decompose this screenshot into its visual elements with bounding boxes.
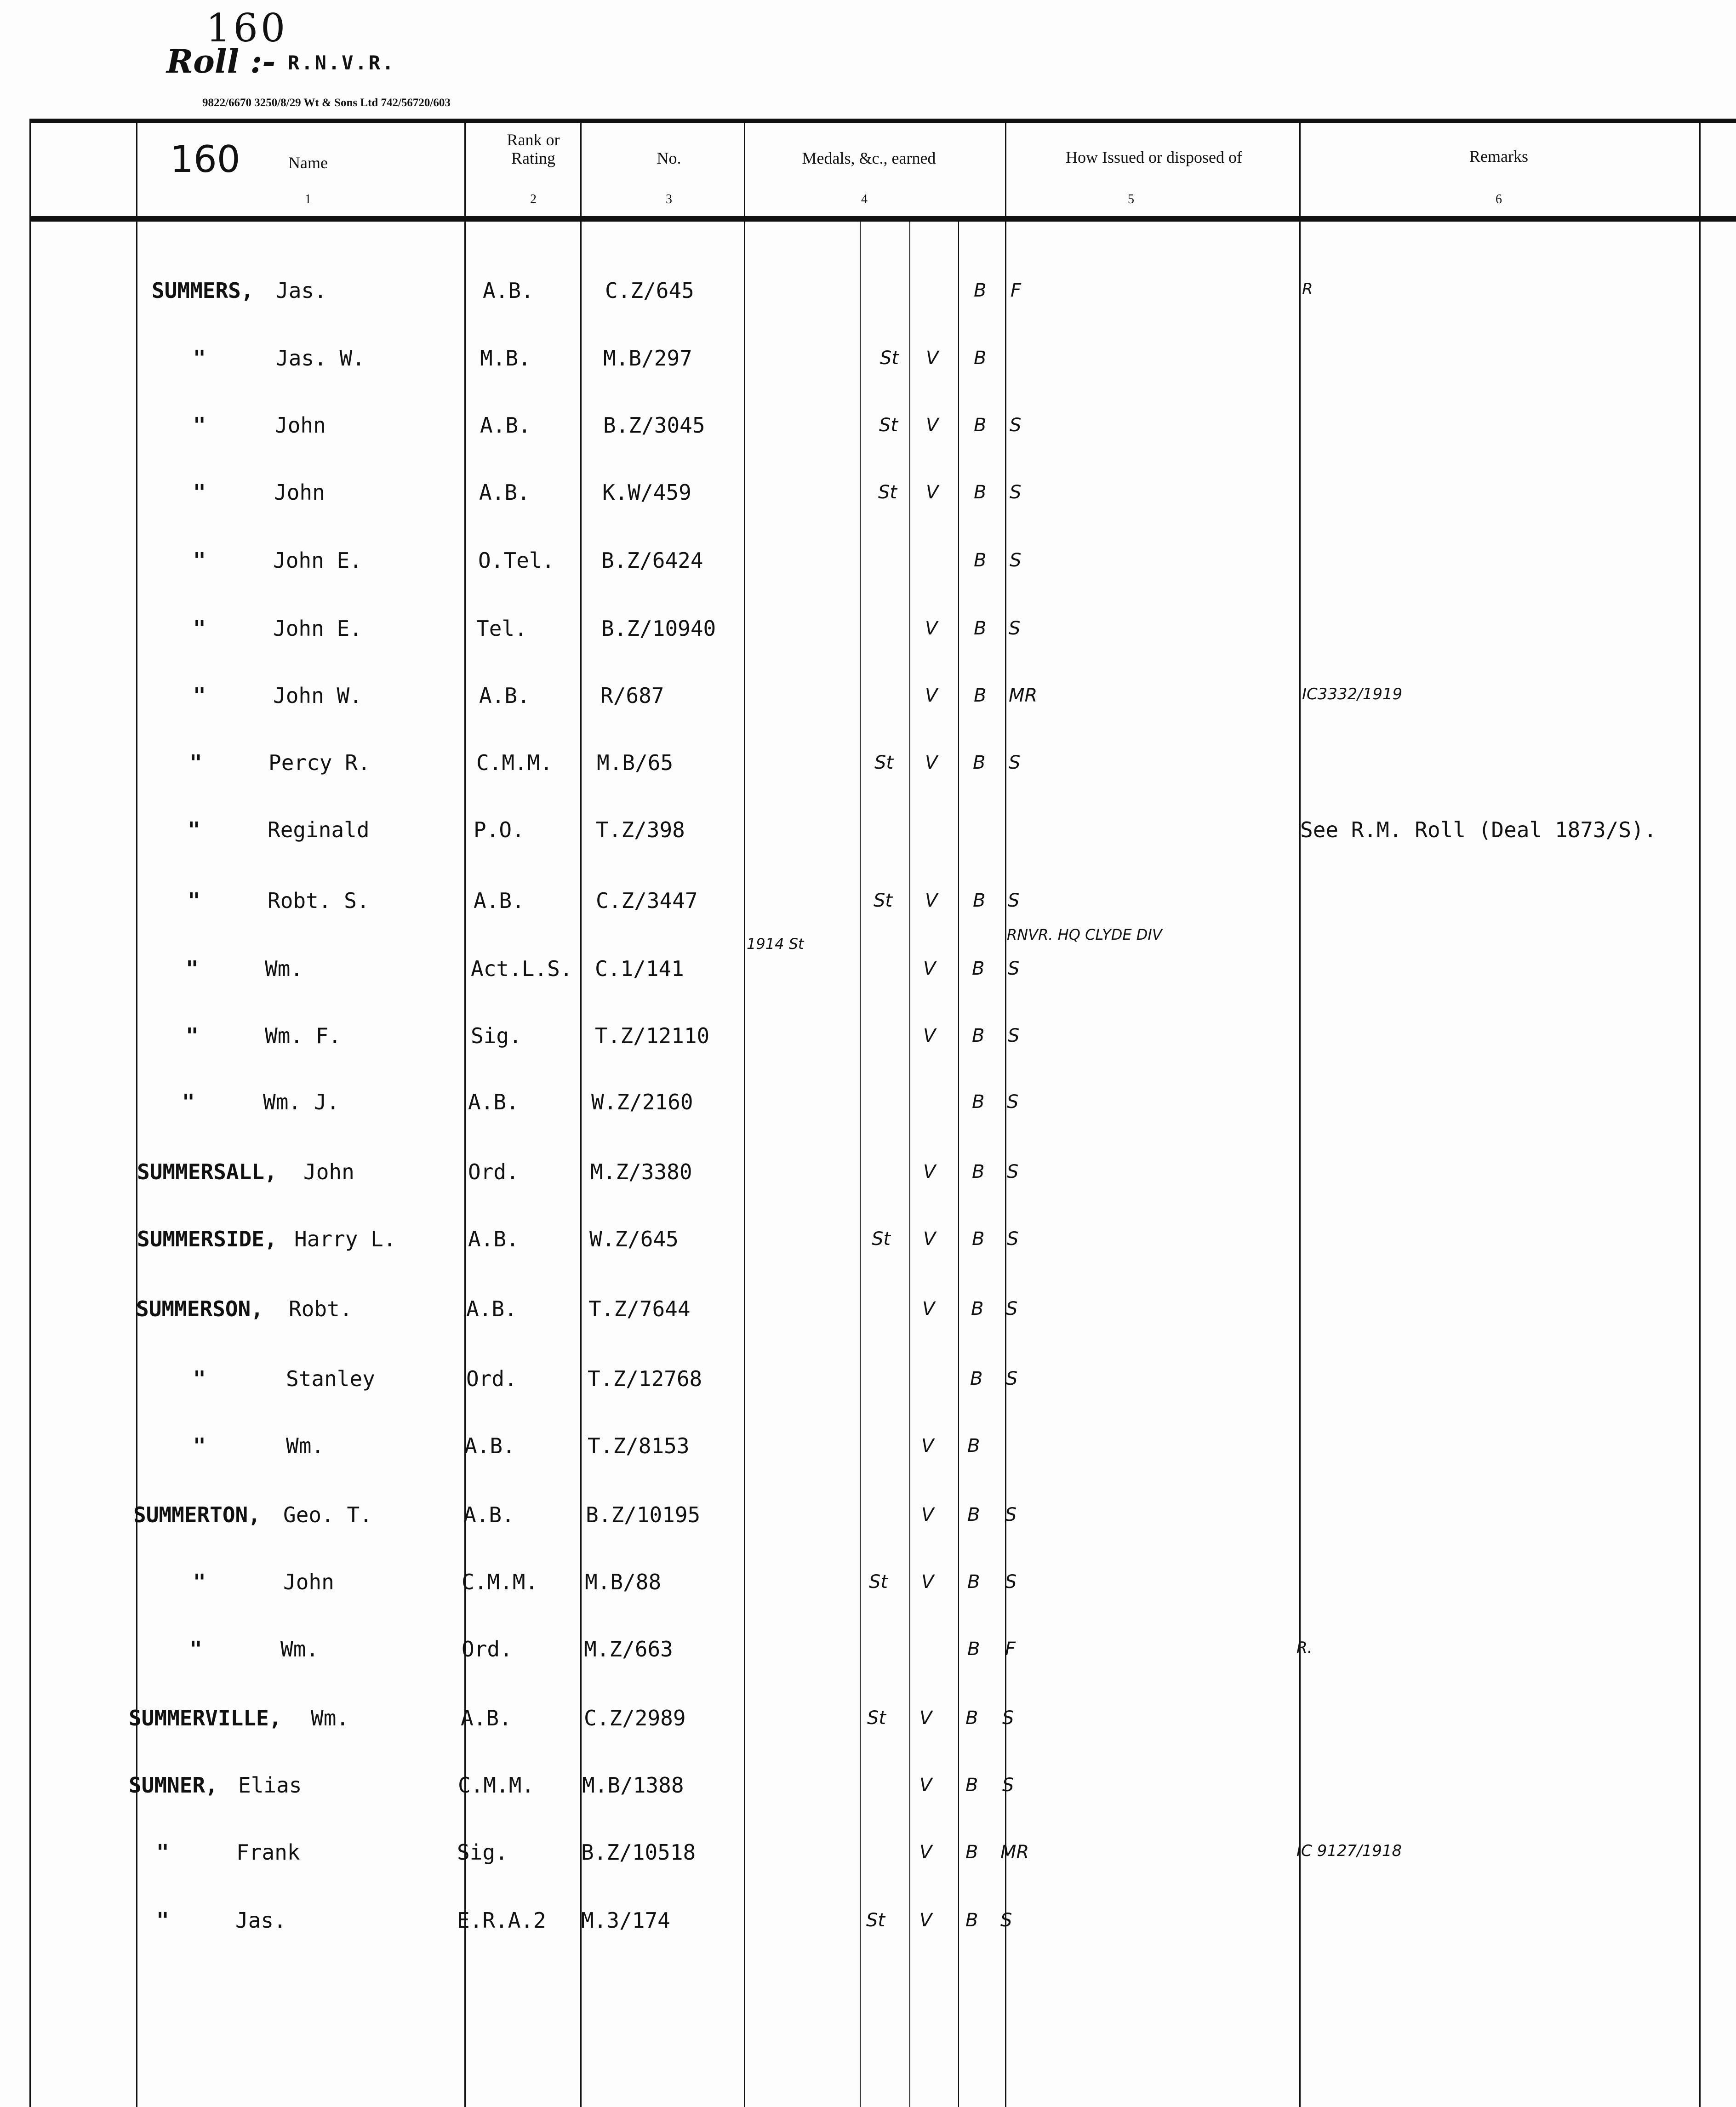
row-issue-mark: S: [1008, 958, 1020, 979]
row-issue-mark: S: [1007, 1091, 1019, 1113]
row-issue-mark: S: [1006, 1298, 1018, 1319]
row-given-name: Geo. T.: [283, 1502, 372, 1527]
row-service-number: C.Z/3447: [596, 888, 698, 913]
roll-value: R.N.V.R.: [288, 51, 396, 74]
row-surname: SUMMERSON,: [136, 1296, 263, 1321]
row-medal-victory: V: [926, 415, 939, 436]
row-given-name: John: [275, 413, 326, 438]
row-rank: A.B.: [474, 888, 525, 913]
row-rank: Ord.: [468, 1159, 519, 1184]
row-medal-british: B: [974, 482, 987, 503]
row-service-number: M.3/174: [581, 1908, 670, 1933]
row-service-number: W.Z/645: [589, 1227, 679, 1251]
row-given-name: Robt.: [289, 1296, 353, 1321]
table-row: [0, 346, 1736, 373]
note-clyde-division: RNVR. HQ CLYDE DIV: [1007, 926, 1162, 943]
row-surname: ": [193, 480, 206, 505]
row-service-number: T.Z/7644: [588, 1296, 691, 1321]
table-row: [0, 413, 1736, 440]
row-service-number: B.Z/10940: [601, 616, 716, 641]
table-row: [0, 1908, 1736, 1936]
row-issue-mark: S: [1009, 752, 1021, 773]
row-given-name: Wm. J.: [263, 1090, 340, 1114]
row-medal-victory: V: [925, 685, 938, 706]
row-medal-british: B: [965, 1775, 978, 1796]
table-row: [0, 1706, 1736, 1733]
table-row: [0, 817, 1736, 845]
row-medal-victory: V: [921, 1435, 934, 1456]
row-medal-british: B: [965, 1910, 978, 1931]
row-given-name: John: [303, 1159, 354, 1184]
row-service-number: M.B/88: [585, 1570, 662, 1594]
row-rank: Ord.: [462, 1637, 513, 1662]
row-medal-victory: V: [919, 1910, 932, 1931]
row-remarks: R.: [1296, 1639, 1313, 1657]
row-given-name: Wm.: [286, 1433, 325, 1458]
header-medals-num: 4: [861, 192, 868, 206]
row-issue-mark: S: [1010, 482, 1022, 503]
row-medal-victory: V: [921, 1504, 934, 1525]
row-service-number: B.Z/3045: [603, 413, 705, 438]
row-rank: C.M.M.: [476, 750, 553, 775]
row-medal-star: St: [874, 890, 893, 911]
row-medal-british: B: [967, 1435, 980, 1456]
table-row: [0, 1773, 1736, 1800]
row-surname: ": [193, 616, 206, 641]
table-row: [0, 1570, 1736, 1597]
header-name: Name: [288, 154, 328, 172]
row-rank: A.B.: [468, 1090, 519, 1114]
row-medal-victory: V: [923, 958, 936, 979]
row-service-number: M.Z/3380: [590, 1159, 692, 1184]
roll-label: Roll :-: [166, 42, 276, 80]
row-issue-mark: S: [1005, 1504, 1017, 1525]
table-row: [0, 1023, 1736, 1051]
row-issue-mark: S: [1005, 1571, 1017, 1593]
row-remarks: R: [1302, 280, 1313, 298]
row-rank: Sig.: [457, 1840, 508, 1865]
row-medal-victory: V: [925, 752, 938, 773]
row-surname: ": [193, 683, 206, 708]
row-surname: ": [193, 346, 206, 371]
row-medal-star: St: [869, 1571, 888, 1593]
row-issue-mark: MR: [1009, 685, 1038, 706]
table-row: [0, 1090, 1736, 1117]
row-rank: C.M.M.: [462, 1570, 538, 1594]
row-service-number: T.Z/12768: [588, 1366, 702, 1391]
row-service-number: M.B/1388: [582, 1773, 684, 1798]
header-page-number: 160: [170, 138, 240, 181]
row-given-name: Robt. S.: [268, 888, 370, 913]
header-rank-num: 2: [530, 192, 537, 206]
row-given-name: Jas.: [235, 1908, 286, 1933]
row-remarks: IC 9127/1918: [1296, 1842, 1402, 1860]
table-row: [0, 1296, 1736, 1324]
row-rank: A.B.: [466, 1296, 517, 1321]
row-service-number: R/687: [600, 683, 664, 708]
header-issued-num: 5: [1128, 192, 1134, 206]
row-surname: SUMMERVILLE,: [129, 1706, 282, 1730]
row-issue-mark: F: [1011, 280, 1022, 301]
header-rank: Rank or Rating: [507, 131, 560, 167]
row-rank: Act.L.S.: [471, 956, 573, 981]
row-surname: SUMMERSIDE,: [137, 1227, 277, 1251]
table-row: [0, 548, 1736, 576]
row-surname: SUMMERSALL,: [137, 1159, 277, 1184]
row-given-name: John: [274, 480, 325, 505]
row-issue-mark: S: [1008, 1025, 1020, 1046]
table-row: [0, 1502, 1736, 1530]
row-medal-star: St: [878, 482, 897, 503]
row-rank: P.O.: [474, 817, 525, 842]
row-rank: A.B.: [463, 1502, 514, 1527]
row-medal-victory: V: [919, 1707, 932, 1729]
row-medal-british: B: [973, 752, 986, 773]
row-issue-mark: S: [1010, 550, 1022, 571]
row-given-name: Wm.: [280, 1637, 319, 1662]
row-rank: A.B.: [479, 480, 530, 505]
row-issue-mark: F: [1005, 1639, 1016, 1660]
row-medal-british: B: [972, 1025, 985, 1046]
row-rank: Tel.: [476, 616, 527, 641]
row-given-name: Elias: [238, 1773, 302, 1798]
row-issue-mark: S: [1000, 1910, 1012, 1931]
table-row: [0, 1637, 1736, 1664]
row-medal-british: B: [974, 348, 987, 369]
row-surname: SUMMERTON,: [133, 1502, 261, 1527]
row-medal-british: B: [973, 890, 986, 911]
row-issue-mark: S: [1009, 618, 1021, 639]
row-medal-british: B: [972, 1091, 985, 1113]
row-service-number: M.B/65: [597, 750, 674, 775]
row-service-number: T.Z/398: [596, 817, 685, 842]
row-rank: C.M.M.: [458, 1773, 535, 1798]
header-no: No.: [657, 149, 681, 167]
row-issue-mark: S: [1008, 890, 1020, 911]
row-rank: O.Tel.: [478, 548, 555, 573]
row-given-name: John W.: [273, 683, 362, 708]
row-issue-mark: S: [1010, 415, 1022, 436]
row-medal-british: B: [974, 618, 987, 639]
table-row: [0, 1227, 1736, 1254]
row-remarks: IC3332/1919: [1302, 685, 1403, 703]
row-medal-star: St: [874, 752, 894, 773]
row-medal-british: B: [972, 1228, 985, 1250]
row-medal-british: B: [965, 1707, 978, 1729]
row-rank: A.B.: [480, 413, 531, 438]
row-medal-british: B: [967, 1571, 980, 1593]
row-medal-victory: V: [919, 1775, 932, 1796]
row-given-name: John E.: [273, 616, 362, 641]
row-service-number: C.1/141: [595, 956, 684, 981]
row-surname: ": [188, 817, 200, 842]
row-medal-british: B: [974, 280, 987, 301]
row-medal-victory: V: [925, 618, 938, 639]
row-issue-mark: MR: [1000, 1842, 1029, 1863]
row-service-number: C.Z/2989: [584, 1706, 686, 1730]
row-medal-british: B: [965, 1842, 978, 1863]
row-given-name: Frank: [236, 1840, 300, 1865]
row-issue-mark: S: [1002, 1775, 1014, 1796]
row-surname: ": [156, 1908, 169, 1933]
row-surname: ": [189, 750, 202, 775]
row-given-name: John: [283, 1570, 334, 1594]
row-given-name: Wm. F.: [265, 1023, 342, 1048]
print-code: 9822/6670 3250/8/29 Wt & Sons Ltd 742/56720/603: [202, 97, 451, 109]
table-row: [0, 1366, 1736, 1394]
table-row: [0, 683, 1736, 711]
row-surname: ": [189, 1637, 202, 1662]
row-medal-star: St: [867, 1707, 886, 1729]
row-medal-victory: V: [926, 482, 939, 503]
table-row: [0, 888, 1736, 916]
row-rank: E.R.A.2: [457, 1908, 546, 1933]
row-surname: ": [193, 1366, 206, 1391]
row-service-number: B.Z/10195: [586, 1502, 701, 1527]
row-given-name: John E.: [273, 548, 362, 573]
row-medal-british: B: [970, 1368, 983, 1389]
header-remarks-num: 6: [1496, 192, 1502, 206]
note-1914-star: 1914 St: [747, 935, 804, 953]
table-row: [0, 956, 1736, 984]
row-surname: ": [186, 1023, 199, 1048]
row-service-number: M.B/297: [603, 346, 692, 371]
row-rank: M.B.: [480, 346, 531, 371]
row-service-number: W.Z/2160: [591, 1090, 693, 1114]
row-surname: ": [193, 413, 206, 438]
header-remarks: Remarks: [1469, 147, 1528, 166]
row-medal-star: St: [866, 1910, 885, 1931]
row-medal-victory: V: [919, 1842, 932, 1863]
row-given-name: Wm.: [311, 1706, 349, 1730]
row-service-number: B.Z/10518: [581, 1840, 696, 1865]
row-service-number: M.Z/663: [584, 1637, 673, 1662]
row-service-number: K.W/459: [602, 480, 691, 505]
row-medal-victory: V: [923, 1161, 936, 1182]
row-given-name: Reginald: [268, 817, 370, 842]
row-surname: ": [182, 1090, 195, 1114]
row-service-number: T.Z/12110: [595, 1023, 710, 1048]
row-surname: ": [156, 1840, 169, 1865]
row-service-number: B.Z/6424: [601, 548, 703, 573]
table-row: [0, 1840, 1736, 1867]
row-issue-mark: S: [1006, 1368, 1018, 1389]
header-medals: Medals, &c., earned: [802, 149, 936, 167]
row-issue-mark: S: [1007, 1161, 1019, 1182]
row-rank: A.B.: [483, 278, 534, 303]
row-medal-british: B: [971, 1298, 984, 1319]
row-medal-british: B: [967, 1504, 980, 1525]
row-rank: A.B.: [461, 1706, 512, 1730]
table-row: [0, 1159, 1736, 1187]
table-row: [0, 480, 1736, 508]
table-row: [0, 1433, 1736, 1461]
page-number-top: 160: [206, 6, 288, 51]
row-surname: ": [186, 956, 199, 981]
row-given-name: Jas.: [276, 278, 327, 303]
row-rank: Ord.: [466, 1366, 517, 1391]
row-medal-british: B: [974, 685, 987, 706]
row-medal-star: St: [880, 348, 899, 369]
table-row: [0, 278, 1736, 306]
row-medal-victory: V: [921, 1571, 934, 1593]
row-remarks: See R.M. Roll (Deal 1873/S).: [1300, 817, 1657, 842]
row-surname: ": [193, 1433, 206, 1458]
row-medal-british: B: [974, 550, 987, 571]
row-medal-victory: V: [925, 890, 938, 911]
row-given-name: Stanley: [286, 1366, 375, 1391]
row-medal-victory: V: [923, 1025, 936, 1046]
row-medal-victory: V: [922, 1298, 935, 1319]
row-medal-star: St: [879, 415, 898, 436]
row-rank: Sig.: [471, 1023, 522, 1048]
row-surname: ": [188, 888, 200, 913]
header-bottom-rule: [29, 216, 1736, 222]
row-given-name: Wm.: [265, 956, 303, 981]
row-surname: ": [193, 548, 206, 573]
row-rank: A.B.: [479, 683, 530, 708]
row-rank: A.B.: [464, 1433, 515, 1458]
row-given-name: Harry L.: [294, 1227, 396, 1251]
top-rule: [29, 119, 1736, 123]
row-medal-victory: V: [926, 348, 939, 369]
row-given-name: Percy R.: [268, 750, 371, 775]
row-medal-british: B: [972, 958, 985, 979]
row-medal-british: B: [972, 1161, 985, 1182]
row-medal-british: B: [967, 1639, 980, 1660]
row-medal-star: St: [872, 1228, 891, 1250]
row-issue-mark: S: [1002, 1707, 1014, 1729]
header-issued: How Issued or disposed of: [1066, 148, 1242, 166]
header-name-num: 1: [305, 192, 311, 206]
row-surname: SUMMERS,: [152, 278, 254, 303]
table-row: [0, 750, 1736, 778]
row-medal-british: B: [974, 415, 987, 436]
row-service-number: T.Z/8153: [588, 1433, 690, 1458]
row-rank: A.B.: [468, 1227, 519, 1251]
row-issue-mark: S: [1007, 1228, 1019, 1250]
header-no-num: 3: [666, 192, 672, 206]
row-surname: ": [193, 1570, 206, 1594]
row-medal-victory: V: [923, 1228, 936, 1250]
row-service-number: C.Z/645: [605, 278, 694, 303]
row-surname: SUMNER,: [129, 1773, 218, 1798]
row-given-name: Jas. W.: [276, 346, 365, 371]
table-row: [0, 616, 1736, 644]
